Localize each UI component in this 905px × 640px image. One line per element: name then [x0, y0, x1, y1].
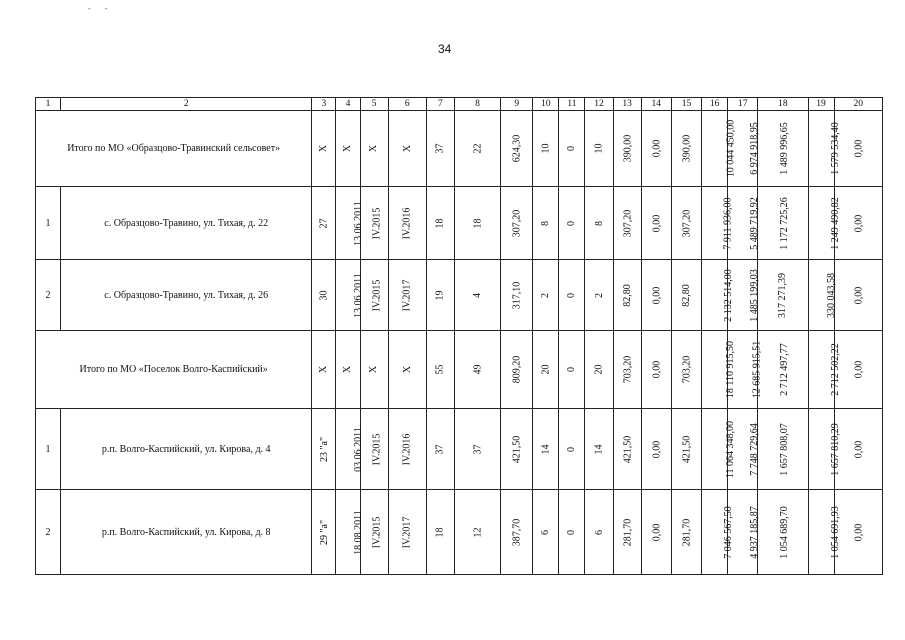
cell-value: 0,00: [650, 440, 662, 458]
cell-value: 0: [566, 146, 578, 151]
table-cell: [388, 260, 426, 331]
table-cell: [641, 260, 671, 331]
table-cell: [641, 409, 671, 490]
table-cell: [641, 187, 671, 260]
cell-value: 1 579 534,40: [829, 122, 841, 175]
table-cell: [834, 409, 882, 490]
header-cell: 8: [454, 98, 500, 111]
cell-value: 330 043,58: [825, 272, 837, 318]
table-cell: [533, 331, 559, 409]
table-cell: [336, 111, 360, 187]
cell-value: X: [401, 365, 413, 374]
table-cell: [585, 490, 613, 575]
header-cell: 11: [559, 98, 585, 111]
address-cell: с. Образцово-Травино, ул. Тихая, д. 22: [61, 187, 312, 260]
table-cell: [533, 187, 559, 260]
table-cell: [426, 409, 454, 490]
header-cell: 16: [702, 98, 728, 111]
cell-value: IV.2015: [370, 433, 382, 465]
cell-value: 1 485 199,03: [748, 268, 760, 322]
table-cell: [454, 490, 500, 575]
table-cell: [671, 409, 701, 490]
table-cell: [360, 331, 388, 409]
cell-value: 10 044 450,00: [725, 119, 737, 178]
cell-value: 10: [540, 143, 552, 154]
table-cell: [702, 260, 734, 331]
cell-value: X: [342, 144, 354, 153]
cell-value: 387,70: [511, 518, 523, 546]
table-cell: [533, 111, 559, 187]
cell-value: 20: [593, 364, 605, 375]
total-row: [36, 331, 883, 409]
cell-value: 0: [566, 529, 578, 535]
cell-value: 390,00: [680, 134, 692, 163]
table-cell: [758, 490, 808, 575]
cell-value: 13.06.2011: [353, 272, 365, 318]
table-cell: [702, 187, 734, 260]
cell-value: 0,00: [852, 139, 864, 158]
table-cell: [426, 331, 454, 409]
table-cell: [533, 490, 559, 575]
table-cell: [454, 260, 500, 331]
table-cell: [501, 490, 533, 575]
table-cell: [641, 111, 671, 187]
cell-value: 20: [540, 364, 552, 375]
table-cell: [336, 260, 365, 331]
table-cell: [641, 490, 671, 575]
cell-value: 0: [566, 292, 578, 298]
cell-value: 1 657 808,07: [779, 422, 791, 476]
table-cell: [312, 260, 336, 331]
table-cell: [559, 331, 585, 409]
table-cell: [808, 260, 837, 331]
table-cell: [360, 260, 388, 331]
total-label: Итого по МО «Поселок Волго-Каспийский»: [36, 331, 312, 409]
header-cell: 13: [613, 98, 641, 111]
cell-value: IV.2017: [401, 516, 413, 548]
cell-value: 4 937 185,87: [748, 505, 760, 559]
cell-value: 703,20: [680, 355, 692, 384]
table-cell: [426, 187, 454, 260]
header-cell: 10: [533, 98, 559, 111]
cell-value: 49: [472, 364, 484, 375]
table-cell: [501, 260, 533, 331]
cell-value: 0,00: [650, 360, 662, 379]
table-cell: [454, 331, 500, 409]
table-row: [36, 490, 883, 575]
table-row: [36, 187, 883, 260]
cell-value: 30: [318, 290, 330, 300]
table-cell: [585, 187, 613, 260]
cell-value: 8: [593, 220, 605, 226]
table-cell: [585, 409, 613, 490]
table-cell: [671, 187, 701, 260]
table-cell: [671, 260, 701, 331]
table-cell: [388, 111, 426, 187]
cell-value: 19: [434, 290, 446, 300]
cell-value: IV.2015: [370, 279, 382, 311]
cell-value: 281,70: [680, 518, 692, 546]
table-cell: [671, 111, 701, 187]
cell-value: 2 712 502,22: [829, 343, 841, 396]
cell-value: 10: [593, 143, 605, 154]
cell-value: 624,30: [511, 134, 523, 163]
cell-value: 390,00: [621, 134, 633, 163]
cell-value: 18: [434, 218, 446, 228]
cell-value: 37: [434, 444, 446, 454]
cell-value: 421,50: [621, 435, 633, 463]
cell-value: 82,80: [680, 283, 692, 307]
header-cell: 3: [312, 98, 336, 111]
cell-value: 421,50: [680, 435, 692, 463]
table-cell: [360, 111, 388, 187]
scan-specks: - -: [88, 4, 114, 13]
cell-value: 5 489 719,92: [748, 196, 760, 250]
cell-value: 2: [540, 292, 552, 298]
cell-value: 18.08.2011: [353, 509, 365, 555]
cell-value: 12 685 915,51: [751, 340, 763, 399]
table-cell: [360, 490, 388, 575]
cell-value: 27: [318, 218, 330, 228]
cell-value: X: [342, 365, 354, 374]
table-cell: [559, 260, 585, 331]
cell-value: 18: [434, 527, 446, 537]
cell-value: 0,00: [650, 286, 662, 304]
cell-value: 55: [434, 364, 446, 375]
header-cell: 12: [585, 98, 613, 111]
cell-value: X: [368, 365, 380, 374]
table-cell: [336, 187, 365, 260]
cell-value: IV.2016: [401, 433, 413, 465]
table-cell: [312, 331, 336, 409]
table-cell: [641, 331, 671, 409]
table-cell: [533, 409, 559, 490]
table-cell: [613, 490, 641, 575]
table-cell: [312, 111, 336, 187]
table-cell: [501, 187, 533, 260]
cell-value: 0,00: [852, 286, 864, 304]
cell-value: 14: [540, 444, 552, 454]
cell-value: 13.06.2011: [353, 200, 365, 246]
cell-value: 03.06.2011: [353, 426, 365, 472]
cell-value: 0,00: [650, 523, 662, 541]
table-cell: [426, 260, 454, 331]
cell-value: 6: [540, 529, 552, 535]
address-cell: с. Образцово-Травино, ул. Тихая, д. 26: [61, 260, 312, 331]
table-cell: [613, 331, 641, 409]
cell-value: 1 657 810,29: [829, 422, 841, 476]
cell-value: 7 748 729,64: [748, 422, 760, 476]
cell-value: 0,00: [650, 139, 662, 158]
table-cell: [808, 187, 841, 260]
table-cell: [834, 187, 882, 260]
header-cell: 5: [360, 98, 388, 111]
table-cell: [559, 111, 585, 187]
cell-value: 11 064 348,00: [725, 420, 737, 478]
table-cell: [702, 409, 737, 490]
table-cell: [702, 490, 734, 575]
cell-value: 307,20: [621, 209, 633, 237]
cell-value: 1 054 691,93: [829, 505, 841, 559]
cell-value: 4: [472, 292, 484, 298]
cell-value: 2: [593, 292, 605, 298]
table-cell: [808, 331, 841, 409]
table-cell: [426, 111, 454, 187]
header-cell: 18: [758, 98, 808, 111]
table-cell: [758, 409, 808, 490]
cell-value: 0: [566, 446, 578, 452]
row-number: 2: [36, 490, 61, 575]
cell-value: 6 974 918,95: [748, 122, 760, 175]
cell-value: 421,50: [511, 435, 523, 463]
cell-value: X: [318, 144, 330, 153]
header-cell: 15: [671, 98, 701, 111]
table-cell: [671, 490, 701, 575]
cell-value: 0,00: [852, 523, 864, 541]
cell-value: 317 271,39: [777, 272, 789, 318]
cell-value: 6: [593, 529, 605, 535]
table-cell: [834, 111, 882, 187]
cell-value: 23 "а": [319, 436, 331, 462]
table-cell: [454, 187, 500, 260]
table-cell: [312, 187, 336, 260]
header-cell: 17: [728, 98, 758, 111]
cell-value: 37: [434, 143, 446, 154]
table-cell: [312, 409, 336, 490]
cell-value: 29 "а": [319, 519, 331, 545]
table-cell: [559, 409, 585, 490]
table-cell: [388, 331, 426, 409]
cell-value: 0: [566, 220, 578, 226]
table-cell: [808, 490, 841, 575]
table-cell: [758, 111, 808, 187]
cell-value: X: [401, 144, 413, 153]
cell-value: 281,70: [621, 518, 633, 546]
cell-value: X: [318, 365, 330, 374]
cell-value: 1 172 725,26: [779, 196, 791, 250]
table-cell: [388, 409, 426, 490]
table-cell: [533, 260, 559, 331]
table-cell: [360, 409, 388, 490]
header-cell: 6: [388, 98, 426, 111]
table-cell: [585, 331, 613, 409]
table-cell: [613, 187, 641, 260]
header-cell: 9: [501, 98, 533, 111]
table-cell: [336, 409, 365, 490]
table-cell: [388, 187, 426, 260]
cell-value: IV.2017: [401, 279, 413, 311]
row-number: 1: [36, 187, 61, 260]
table-cell: [808, 111, 841, 187]
cell-value: 2 132 514,00: [722, 268, 734, 322]
cell-value: 0,00: [852, 214, 864, 232]
cell-value: 7 911 936,00: [722, 196, 734, 250]
cell-value: 1 054 689,70: [779, 505, 791, 559]
row-number: 2: [36, 260, 61, 331]
cell-value: 0,00: [852, 360, 864, 379]
cell-value: 1 249 490,82: [829, 196, 841, 250]
cell-value: 317,10: [511, 281, 523, 309]
cell-value: IV.2015: [370, 207, 382, 239]
cell-value: 307,20: [680, 209, 692, 237]
cell-value: 809,20: [511, 355, 523, 384]
row-number: 1: [36, 409, 61, 490]
cell-value: IV.2016: [401, 207, 413, 239]
cell-value: 307,20: [511, 209, 523, 237]
table-row: [36, 260, 883, 331]
table-cell: [758, 331, 808, 409]
cell-value: 12: [472, 527, 484, 537]
table-cell: [454, 111, 500, 187]
table-cell: [312, 490, 336, 575]
table-cell: [758, 260, 808, 331]
report-table: [35, 97, 883, 575]
cell-value: 22: [472, 143, 484, 154]
cell-value: 18 110 915,50: [725, 340, 737, 399]
address-cell: р.п. Волго-Каспийский, ул. Кирова, д. 8: [61, 490, 312, 575]
cell-value: 2 712 497,77: [779, 343, 791, 396]
table-cell: [808, 409, 841, 490]
page-number: 34: [438, 42, 452, 56]
header-cell: 4: [336, 98, 360, 111]
address-cell: р.п. Волго-Каспийский, ул. Кирова, д. 4: [61, 409, 312, 490]
total-row: [36, 111, 883, 187]
table-cell: [426, 490, 454, 575]
cell-value: 8: [540, 220, 552, 226]
header-cell: 20: [834, 98, 882, 111]
cell-value: 0,00: [852, 440, 864, 458]
header-cell: 1: [36, 98, 61, 111]
table-cell: [585, 260, 613, 331]
cell-value: 1 489 996,65: [779, 122, 791, 175]
table-cell: [834, 490, 882, 575]
table-cell: [336, 331, 360, 409]
table-row: [36, 409, 883, 490]
header-cell: 14: [641, 98, 671, 111]
cell-value: 18: [472, 218, 484, 228]
table-cell: [702, 111, 737, 187]
cell-value: 0,00: [650, 214, 662, 232]
table-cell: [702, 331, 737, 409]
table-cell: [559, 187, 585, 260]
header-cell: 2: [61, 98, 312, 111]
table-cell: [834, 331, 882, 409]
table-cell: [758, 187, 808, 260]
cell-value: 82,80: [621, 283, 633, 307]
table-cell: [613, 409, 641, 490]
total-label: Итого по МО «Образцово-Травинский сельсовет»: [36, 111, 312, 187]
table-cell: [613, 260, 641, 331]
header-cell: 19: [808, 98, 834, 111]
cell-value: IV.2015: [370, 516, 382, 548]
table-cell: [501, 111, 533, 187]
cell-value: 7 046 567,50: [722, 505, 734, 559]
table-cell: [501, 409, 533, 490]
header-row: [36, 98, 883, 111]
header-cell: 7: [426, 98, 454, 111]
table-cell: [671, 331, 701, 409]
cell-value: 703,20: [621, 355, 633, 384]
cell-value: 0: [566, 367, 578, 372]
table-cell: [388, 490, 426, 575]
cell-value: 37: [472, 444, 484, 454]
table-cell: [585, 111, 613, 187]
cell-value: X: [368, 144, 380, 153]
table-cell: [613, 111, 641, 187]
table-cell: [336, 490, 365, 575]
cell-value: 14: [593, 444, 605, 454]
table-cell: [454, 409, 500, 490]
table-cell: [501, 331, 533, 409]
table-cell: [834, 260, 882, 331]
table-cell: [360, 187, 388, 260]
table-cell: [559, 490, 585, 575]
